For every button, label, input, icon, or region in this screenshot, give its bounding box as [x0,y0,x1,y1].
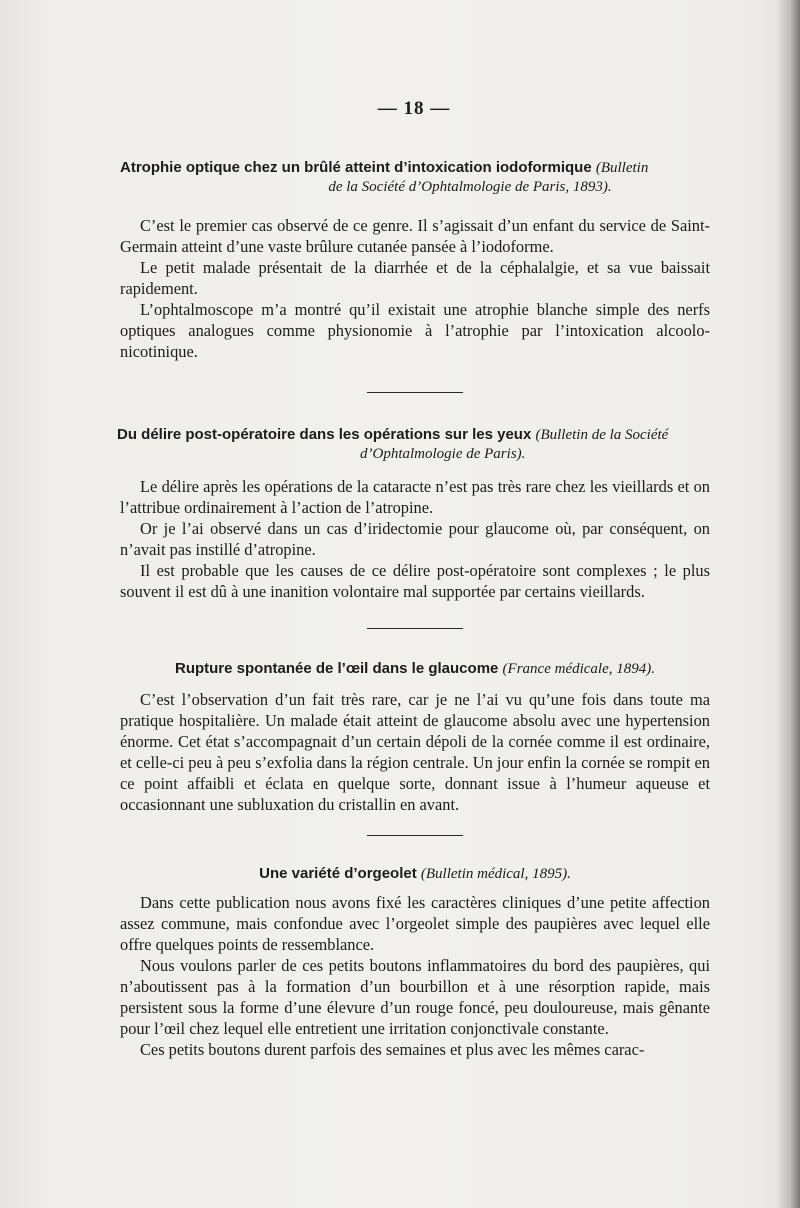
paragraph: Le délire après les opérations de la cataracte n’est pas très rare chez les vieillards et on l’attribue ordinairement à l’action de l’atropine. [120,477,710,517]
page-content [117,158,710,1060]
paragraph: C’est l’observation d’un fait très rare, car je ne l’ai vu qu’une fois dans toute ma pratique hospitalière. Un malade était atteint de glaucome absolu avec une hypertension énorme. Cet état s’accompagnait d’un certain dépoli de la cornée comme il est ordinaire, et celle-ci peu à peu s’exfolia dans la région centrale. Un jour enfin la cornée se rompit en ce point affaibli et éclata en quelque sorte, donnant issue à l’humeur aqueuse et occasionnant une subluxation du cristallin en avant. [120,690,710,814]
article-source: (Bulletin de la Société [535,427,669,443]
article-title-text: Atrophie optique chez un brûlé atteint d’intoxication iodoformique [120,159,592,176]
paragraph: Or je l’ai observé dans un cas d’iridectomie pour glaucome où, par conséquent, on n’avait pas instillé d’atropine. [120,519,710,559]
page-number: — 18 — [377,98,451,119]
paragraph: Il est probable que les causes de ce délire post-opératoire sont complexes ; le plus souvent il est dû à une inanition volontaire mal supportée par certains vieillards. [120,561,710,601]
article-title [117,425,714,445]
paragraph: Dans cette publication nous avons fixé les caractères cliniques d’une petite affection assez commune, mais confondue avec l’orgeolet simple des paupières avec lequel elle offre quelques points de ressemblance. [120,893,710,954]
article-rupture-spontanee [120,659,710,815]
article-source-continuation: de la Société d’Ophtalmologie de Paris, 1893). [328,179,612,195]
article-title-text: Du délire post-opératoire dans les opérations sur les yeux [117,426,532,443]
article-source: (France médicale, 1894). [502,661,655,677]
article-source: (Bulletin [595,160,649,176]
paragraph: Le petit malade présentait de la diarrhée et de la céphalalgie, et sa vue baissait rapidement. [120,258,710,298]
article-title [120,158,714,178]
article-title-text: Une variété d’orgeolet [259,865,417,882]
article-title [120,864,710,884]
article-title-text: Rupture spontanée de l’œil dans le glaucome [174,660,499,677]
article-title [120,659,710,679]
paragraph: C’est le premier cas observé de ce genre. Il s’agissait d’un enfant du service de Saint-Germain atteint d’une vaste brûlure cutanée pansée à l’iodoforme. [120,216,710,256]
article-source-continuation: d’Ophtalmologie de Paris). [360,446,526,462]
article-source: (Bulletin médical, 1895). [420,866,571,882]
article-atrophie-optique [120,158,710,362]
article-delire-post-operatoire [117,425,710,602]
paragraph: L’ophtalmoscope m’a montré qu’il existait une atrophie blanche simple des nerfs optiques analogues comme physionomie à l’atrophie par l’intoxication alcoolo-nicotinique. [120,300,710,361]
page-edge-shadow [776,0,800,1208]
article-variete-orgeolet [120,864,710,1060]
paragraph: Nous voulons parler de ces petits boutons inflammatoires du bord des paupières, qui n’aboutissent pas à la formation d’un bourbillon et à une résorption rapide, mais persistent sous la forme d’une élevure d’un rouge foncé, peu douloureuse, mais gênante pour l’œil chez lequel elle entretient une irritation conjonctivale constante. [120,956,710,1038]
paragraph: Ces petits boutons durent parfois des semaines et plus avec les mêmes carac- [140,1040,645,1059]
